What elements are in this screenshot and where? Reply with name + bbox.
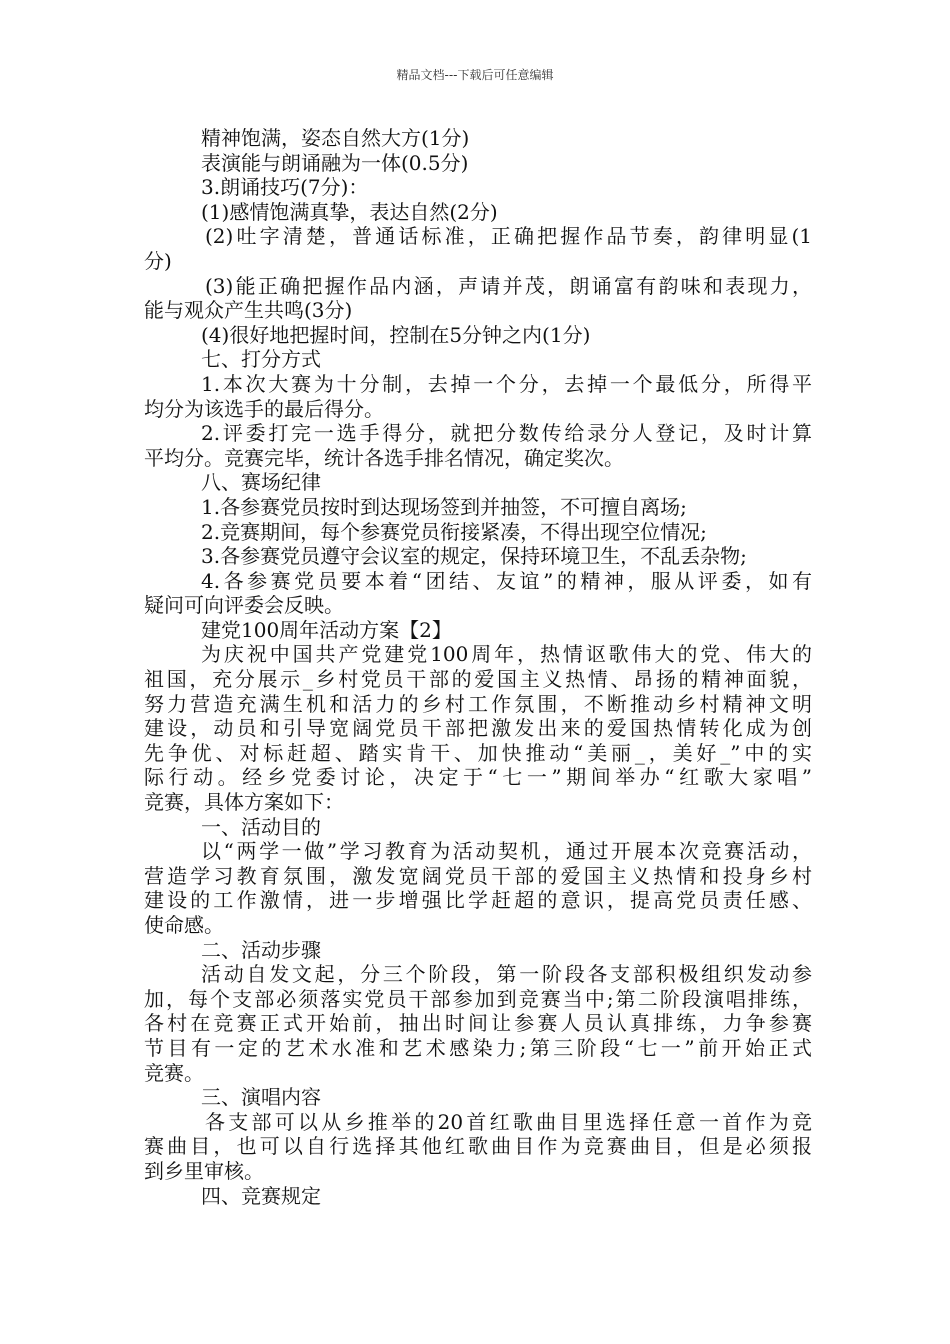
text-line: 为庆祝中国共产党建党100周年，热情讴歌伟大的党、伟大的 [201, 642, 812, 667]
text-line: 七、打分方式 [201, 347, 321, 372]
page-header: 精品文档---下载后可任意编辑 [396, 68, 554, 82]
text-line: 3.朗诵技巧(7分)： [201, 175, 369, 200]
text-line: 平均分。竞赛完毕，统计各选手排名情况，确定奖次。 [144, 445, 624, 470]
text-line: 竞赛，具体方案如下： [144, 790, 344, 815]
text-line: 分) [144, 248, 172, 273]
text-line: 三、演唱内容 [201, 1085, 321, 1110]
text-line: 表演能与朗诵融为一体(0.5分) [201, 150, 469, 175]
text-line: 二、活动步骤 [201, 937, 321, 962]
text-line: 各支部可以从乡推举的20首红歌曲目里选择任意一首作为竞 [205, 1109, 812, 1134]
text-line: 能与观众产生共鸣(3分) [144, 298, 353, 323]
text-line: 2.竞赛期间，每个参赛党员衔接紧凑，不得出现空位情况; [201, 519, 707, 544]
text-line: 4.各参赛党员要本着“团结、友谊”的精神，服从评委，如有 [201, 568, 812, 593]
text-line: 一、活动目的 [201, 814, 321, 839]
text-line: 营造学习教育氛围，激发宽阔党员干部的爱国主义热情和投身乡村 [144, 863, 812, 888]
text-line: 到乡里审核。 [144, 1158, 264, 1183]
text-line: 际行动。经乡党委讨论，决定于“七一”期间举办“红歌大家唱” [144, 765, 812, 790]
text-line: 先争优、对标赶超、踏实肯干、加快推动“美丽_，美好_”中的实 [144, 740, 812, 765]
text-line: 努力营造充满生机和活力的乡村工作氛围，不断推动乡村精神文明 [144, 691, 812, 716]
text-line: 加，每个支部必须落实党员干部参加到竞赛当中;第二阶段演唱排练， [144, 986, 812, 1011]
text-line: 1.本次大赛为十分制，去掉一个分，去掉一个最低分，所得平 [201, 371, 812, 396]
text-line: 祖国，充分展示_乡村党员干部的爱国主义热情、昂扬的精神面貌， [144, 667, 812, 692]
text-line: 四、竞赛规定 [201, 1183, 321, 1208]
text-line: 八、赛场纪律 [201, 470, 321, 495]
text-line: (1)感情饱满真挚，表达自然(2分) [201, 199, 498, 224]
text-line: 竞赛。 [144, 1060, 204, 1085]
text-line: 节目有一定的艺术水准和艺术感染力;第三阶段“七一”前开始正式 [144, 1035, 812, 1060]
text-line: 使命感。 [144, 913, 224, 937]
text-line: 各村在竞赛正式开始前，抽出时间让参赛人员认真排练，力争参赛 [144, 1011, 812, 1036]
text-line: (3)能正确把握作品内涵，声请并茂，朗诵富有韵味和表现力， [205, 273, 812, 298]
text-line: 赛曲目，也可以自行选择其他红歌曲目作为竞赛曲目，但是必须报 [144, 1134, 812, 1159]
text-line: 均分为该选手的最后得分。 [144, 396, 384, 421]
text-line: 以“两学一做”学习教育为活动契机，通过开展本次竞赛活动， [201, 839, 812, 864]
text-line: 活动自发文起，分三个阶段，第一阶段各支部积极组织发动参 [201, 962, 812, 987]
text-line: 精神饱满，姿态自然大方(1分) [201, 126, 470, 150]
text-line: 2.评委打完一选手得分，就把分数传给录分人登记，及时计算 [201, 421, 812, 446]
text-line: 3.各参赛党员遵守会议室的规定，保持环境卫生，不乱丢杂物; [201, 544, 747, 569]
text-line: (4)很好地把握时间，控制在5分钟之内(1分) [201, 322, 591, 347]
document-body [144, 126, 812, 1208]
text-line: 疑问可向评委会反映。 [144, 593, 344, 618]
text-line: 建设的工作激情，进一步增强比学赶超的意识，提高党员责任感、 [144, 888, 812, 913]
text-line: (2)吐字清楚，普通话标准，正确把握作品节奏，韵律明显(1 [205, 224, 812, 249]
text-line: 建党100周年活动方案【2】 [201, 617, 452, 642]
text-line: 建设，动员和引导宽阔党员干部把激发出来的爱国热情转化成为创 [144, 716, 812, 741]
text-line: 1.各参赛党员按时到达现场签到并抽签，不可擅自离场; [201, 494, 687, 519]
